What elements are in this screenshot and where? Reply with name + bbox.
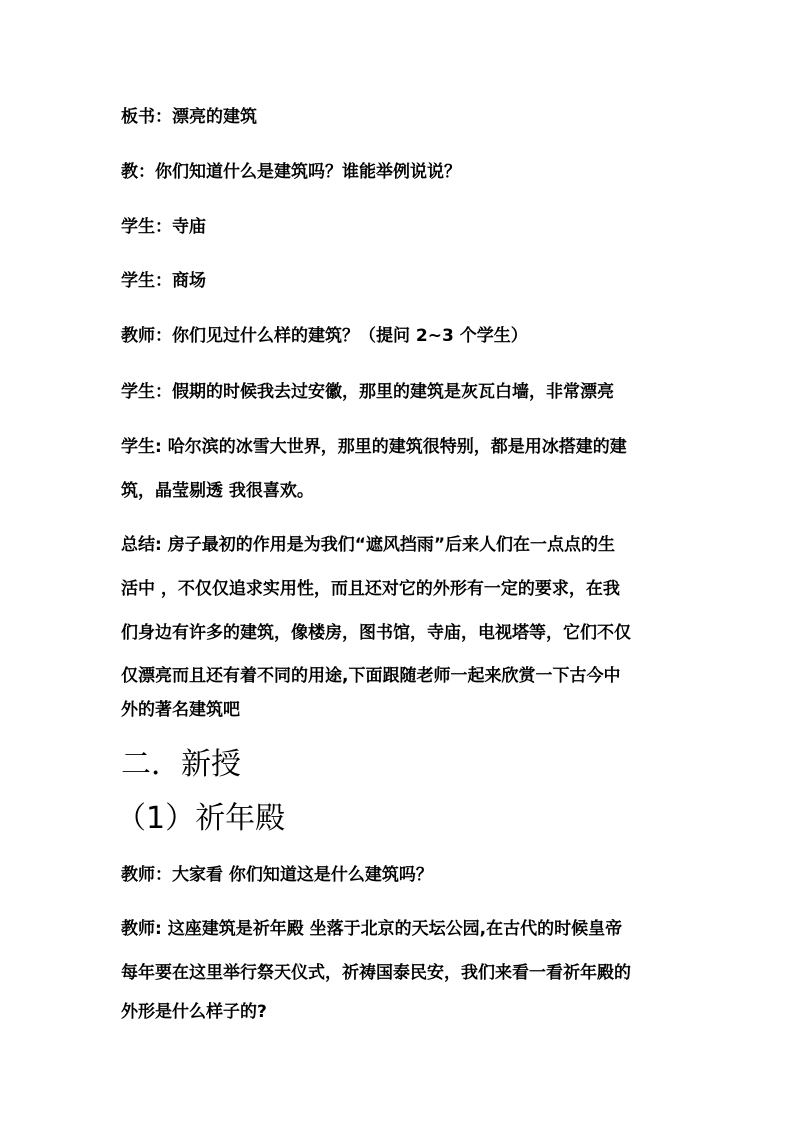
student-answer-line: 学生：商场 xyxy=(121,271,206,291)
summary-line: 总结: 房子最初的作用是为我们“遮风挡雨”后来人们在一点点的生 xyxy=(121,535,616,555)
teacher-explanation-line: 每年要在这里举行祭天仪式，祈祷国泰民安，我们来看一看祈年殿的 xyxy=(121,963,631,983)
teacher-explanation-line: 外形是什么样子的? xyxy=(121,1002,267,1022)
sub-heading: （1）祈年殿 xyxy=(116,801,286,836)
teacher-question-line: 教师：大家看 你们知道这是什么建筑吗？ xyxy=(121,865,433,885)
student-answer-line: 学生：寺庙 xyxy=(121,217,206,237)
teacher-explanation-line: 教师: 这座建筑是祈年殿 坐落于北京的天坛公园,在古代的时候皇帝 xyxy=(121,919,623,939)
student-answer-line: 学生：假期的时候我去过安徽，那里的建筑是灰瓦白墙，非常漂亮 xyxy=(121,382,614,402)
summary-line: 外的著名建筑吧 xyxy=(121,700,240,720)
summary-line: 活中 ，不仅仅追求实用性，而且还对它的外形有一定的要求，在我 xyxy=(121,579,620,599)
teacher-question-line: 教：你们知道什么是建筑吗？谁能举例说说？ xyxy=(121,162,461,182)
student-answer-line: 学生: 哈尔滨的冰雪大世界，那里的建筑很特别，都是用冰搭建的建 xyxy=(121,437,627,457)
teacher-question-line: 教师：你们见过什么样的建筑？（提问 2~3 个学生） xyxy=(121,326,528,346)
summary-line: 仅漂亮而且还有着不同的用途,下面跟随老师一起来欣赏一下古今中 xyxy=(121,666,621,686)
summary-line: 们身边有许多的建筑，像楼房，图书馆，寺庙，电视塔等，它们不仅 xyxy=(121,623,631,643)
board-title-line: 板书：漂亮的建筑 xyxy=(121,107,257,127)
student-answer-line: 筑，晶莹剔透 我很喜欢。 xyxy=(121,481,314,501)
section-heading: 二．新授 xyxy=(121,747,241,782)
